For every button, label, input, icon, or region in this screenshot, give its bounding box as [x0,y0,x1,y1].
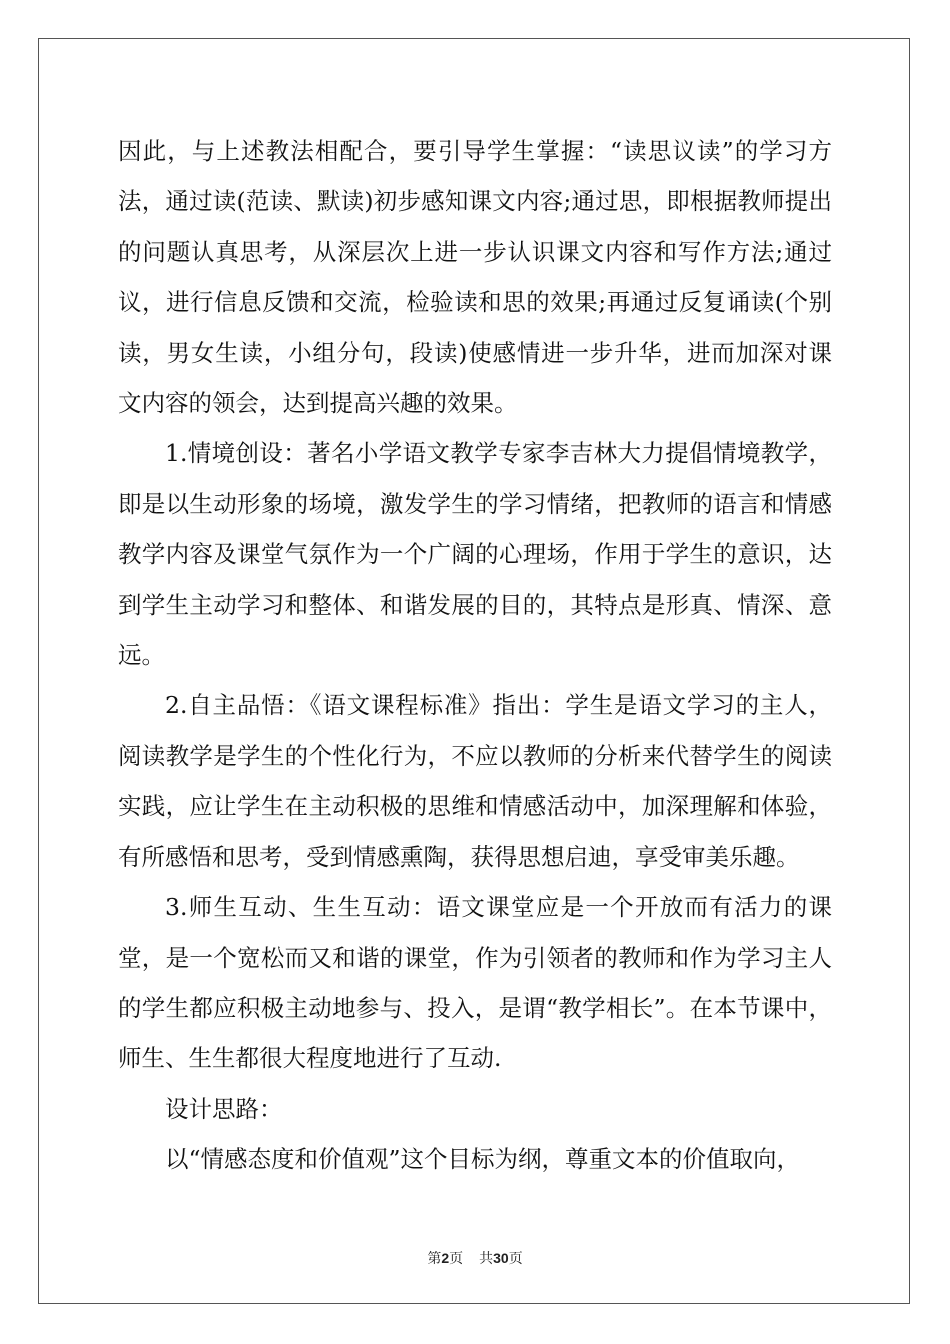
paragraph-design-text: 以“情感态度和价值观”这个目标为纲，尊重文本的价值取向， [165,1145,801,1174]
page-suffix: 页 [449,1251,464,1267]
page-number: 2 [441,1250,450,1266]
total-suffix: 页 [508,1251,523,1267]
document-body [118,126,832,1185]
paragraph-situation-creation: 1.情境创设：著名小学语文教学专家李吉林大力提倡情境教学，即是以生动形象的场境，激发学生的学习情绪，把教师的语言和情感教学内容及课堂气氛作为一个广阔的心理场，作用于学生的意识，达到学生主动学习和整体、和谐发展的目的，其特点是形真、情深、意远。 [118,439,832,670]
paragraph-interaction: 3.师生互动、生生互动：语文课堂应是一个开放而有活力的课堂，是一个宽松而又和谐的课堂，作为引领者的教师和作为学习主人的学生都应积极主动地参与、投入，是谓“教学相长”。在本节课中，师生、生生都很大程度地进行了互动. [118,893,832,1073]
paragraph-self-understanding: 2.自主品悟：《语文课程标准》指出：学生是语文学习的主人，阅读教学是学生的个性化行为，不应以教师的分析来代替学生的阅读实践，应让学生在主动积极的思维和情感活动中，加深理解和体验，有所感悟和思考，受到情感熏陶，获得思想启迪，享受审美乐趣。 [118,691,832,871]
paragraph-design-heading: 设计思路： [165,1094,283,1123]
total-pages: 30 [493,1250,509,1266]
total-prefix: 共 [479,1251,494,1267]
paragraph-intro: 因此，与上述教法相配合，要引导学生掌握：“读思议读”的学习方法，通过读(范读、默读)初步感知课文内容;通过思，即根据教师提出的问题认真思考，从深层次上进一步认识课文内容和写作方法;通过议，进行信息反馈和交流，检验读和思的效果;再通过反复诵读(个别读，男女生读，小组分句，段读)使感情进一步升华，进而加深对课文内容的领会，达到提高兴趣的效果。 [118,137,832,418]
page-prefix: 第 [427,1251,442,1267]
page-footer [0,1248,950,1268]
